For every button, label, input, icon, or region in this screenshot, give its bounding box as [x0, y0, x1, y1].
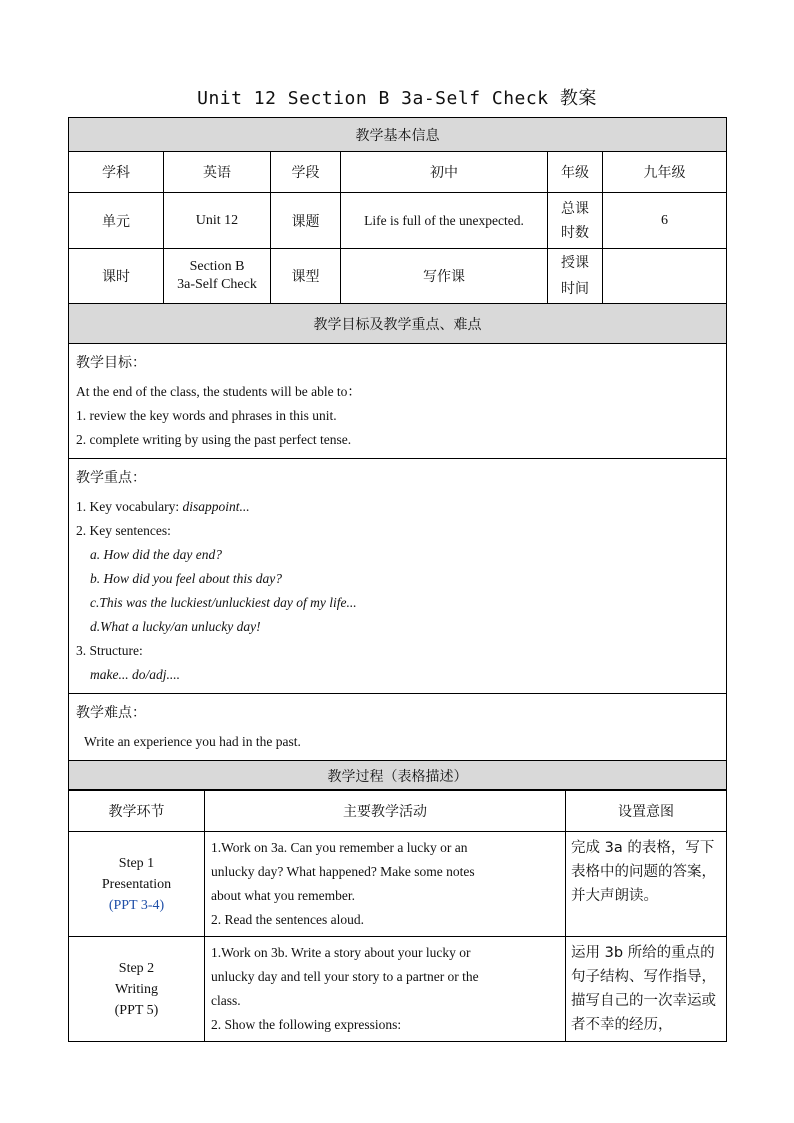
- key-vocab-prefix: 1. Key vocabulary:: [76, 499, 183, 514]
- activity-line: unlucky day? What happened? Make some notes: [211, 864, 475, 879]
- basic-info-header: 教学基本信息: [69, 118, 727, 152]
- col-header-purpose: 设置意图: [566, 790, 727, 832]
- structure-label: 3. Structure:: [76, 643, 143, 658]
- key-sentence: b. How did you feel about this day?: [90, 571, 282, 586]
- step2-name: Step 2: [118, 960, 155, 976]
- key-points-block: [69, 459, 727, 694]
- subject-label: 学科: [69, 152, 164, 193]
- step2-purpose: 运用 3b 所给的重点的句子结构、写作指导，描写自己的一次幸运或者不幸的经历，: [566, 937, 727, 1042]
- process-header: 教学过程（表格描述）: [69, 761, 727, 791]
- key-points-label: 教学重点：: [76, 470, 146, 486]
- lesson-plan-table: [68, 117, 727, 791]
- process-table: [68, 789, 727, 1042]
- subject-value: 英语: [164, 152, 271, 193]
- period-label: 课时: [69, 249, 164, 304]
- teaching-time-value: [603, 249, 727, 304]
- structure-value: make... do/adj....: [90, 667, 180, 682]
- activity-line: 2. Read the sentences aloud.: [211, 912, 364, 927]
- col-header-stage: 教学环节: [69, 790, 205, 832]
- total-periods-label-line2: 时数: [561, 224, 589, 241]
- objectives-label: 教学目标：: [76, 355, 146, 371]
- activity-line: 1.Work on 3a. Can you remember a lucky or an: [211, 840, 468, 855]
- total-periods-label: [548, 193, 603, 249]
- activity-line: about what you remember.: [211, 888, 355, 903]
- goals-header: 教学目标及教学重点、难点: [69, 304, 727, 344]
- teaching-time-label-line1: 授课: [561, 255, 589, 271]
- key-vocab-word: disappoint...: [182, 499, 250, 514]
- key-vocab-line: [76, 495, 719, 519]
- activity-line: unlucky day and tell your story to a partner or the: [211, 969, 479, 984]
- total-periods-value: 6: [603, 193, 727, 249]
- difficulty-block: [69, 694, 727, 761]
- lesson-type-value: 写作课: [341, 249, 548, 304]
- objective-line: 1. review the key words and phrases in this unit.: [76, 408, 337, 423]
- stage-value: 初中: [341, 152, 548, 193]
- objective-line: At the end of the class, the students will be able to：: [76, 384, 361, 399]
- grade-label: 年级: [548, 152, 603, 193]
- step1-activities: [205, 832, 566, 937]
- step1-ppt: (PPT 3-4): [108, 897, 165, 913]
- period-value: [164, 249, 271, 304]
- step2-type: Writing: [115, 981, 158, 997]
- col-header-activities: 主要教学活动: [205, 790, 566, 832]
- total-periods-label-line1: 总课: [561, 200, 589, 217]
- step1-name: Step 1: [118, 855, 155, 871]
- unit-value: Unit 12: [164, 193, 271, 249]
- step1-cell: [69, 832, 205, 937]
- step2-cell: [69, 937, 205, 1042]
- step1-purpose: 完成 3a 的表格，写下表格中的问题的答案，并大声朗读。: [566, 832, 727, 937]
- difficulty-label: 教学难点：: [76, 705, 146, 721]
- teaching-time-label: [548, 249, 603, 304]
- objectives-block: [69, 344, 727, 459]
- grade-value: 九年级: [603, 152, 727, 193]
- step2-activities: [205, 937, 566, 1042]
- step2-ppt: (PPT 5): [114, 1002, 159, 1018]
- activity-line: 1.Work on 3b. Write a story about your lucky or: [211, 945, 471, 960]
- topic-label: 课题: [271, 193, 341, 249]
- stage-label: 学段: [271, 152, 341, 193]
- period-value-line1: Section B: [189, 259, 245, 274]
- unit-label: 单元: [69, 193, 164, 249]
- key-sentences-label: 2. Key sentences:: [76, 523, 171, 538]
- objective-line: 2. complete writing by using the past perfect tense.: [76, 432, 352, 447]
- step1-type: Presentation: [101, 876, 172, 892]
- activity-line: 2. Show the following expressions:: [211, 1017, 402, 1032]
- lesson-type-label: 课型: [271, 249, 341, 304]
- period-value-line2: 3a-Self Check: [177, 277, 257, 292]
- activity-line: class.: [211, 993, 241, 1008]
- teaching-time-label-line2: 时间: [561, 281, 589, 297]
- document-title: Unit 12 Section B 3a-Self Check 教案: [197, 88, 597, 109]
- key-sentence: a. How did the day end?: [90, 547, 222, 562]
- topic-value: Life is full of the unexpected.: [341, 193, 548, 249]
- key-sentence: c.This was the luckiest/unluckiest day of my life...: [90, 595, 357, 610]
- difficulty-text: Write an experience you had in the past.: [84, 734, 301, 749]
- key-sentence: d.What a lucky/an unlucky day!: [90, 619, 261, 634]
